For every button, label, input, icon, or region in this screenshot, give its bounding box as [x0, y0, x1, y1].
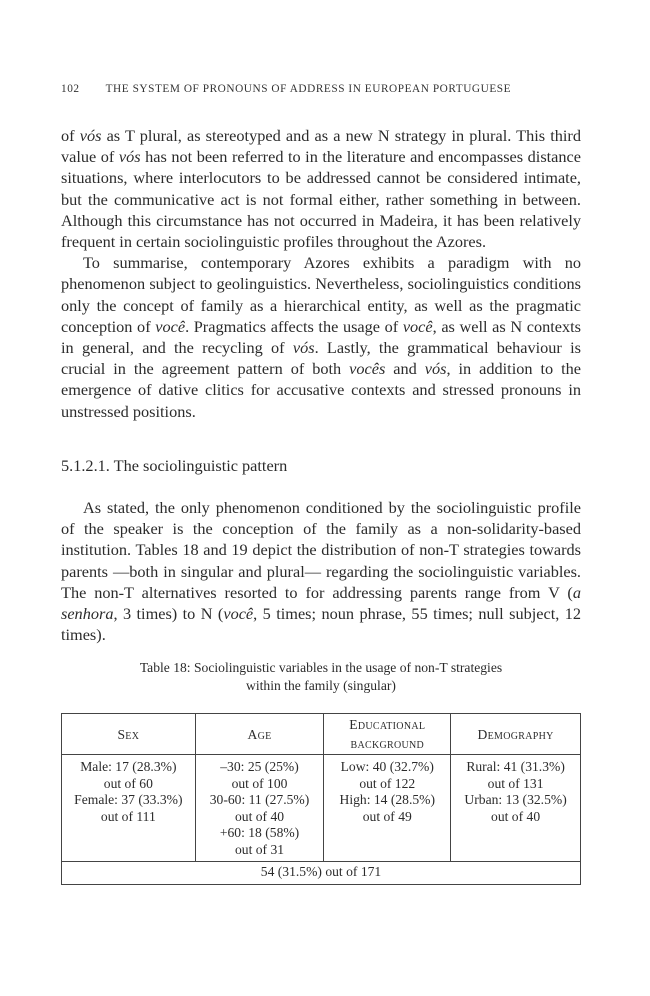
- header-age: Age: [195, 714, 324, 755]
- paragraph: As stated, the only phenomenon conditioned by the sociolinguistic profile of the speaker is the conception of the family as a non-solidarity-based institution. Tables 18 and 19 depict the distribution of non-T strategies towards parents —both in singular and plural— regarding the sociolinguistic variables. The non-T alternatives resorted to for addressing parents range from V (a senhora, 3 times) to N (você, 5 times; noun phrase, 55 times; null subject, 12 times).: [61, 498, 581, 645]
- header-demography: Demography: [451, 714, 581, 755]
- table-header-row: [62, 714, 581, 755]
- cell-total: 54 (31.5%) out of 171: [62, 862, 581, 885]
- header-education: Educational background: [324, 714, 451, 755]
- data-table: [61, 713, 581, 885]
- header-sex: Sex: [62, 714, 196, 755]
- cell-demography: Rural: 41 (31.3%) out of 131 Urban: 13 (32.5%) out of 40: [451, 755, 581, 862]
- body-text-section: [61, 497, 581, 645]
- page-number: 102: [61, 83, 80, 95]
- cell-sex: Male: 17 (28.3%) out of 60 Female: 37 (33.3%) out of 111: [62, 755, 196, 862]
- running-header: [61, 83, 590, 95]
- table-total-row: [62, 862, 581, 885]
- body-text-top: [61, 125, 581, 422]
- section-heading: 5.1.2.1. The sociolinguistic pattern: [61, 456, 288, 475]
- paragraph: of vós as T plural, as stereotyped and as a new N strategy in plural. This third value of vós has not been referred to in the literature and encompasses distance situations, where interlocutors to be addressed cannot be considered intimate, but the communicative act is not formal either, rather something in between. Although this circumstance has not occurred in Madeira, it has been relatively frequent in certain sociolinguistic profiles throughout the Azores.: [61, 126, 581, 252]
- table-caption: Table 18: Sociolinguistic variables in the usage of non-T strategies within the family (singular): [139, 660, 503, 693]
- table-row: [62, 755, 581, 862]
- paragraph: To summarise, contemporary Azores exhibits a paradigm with no phenomenon subject to geolinguistics. Nevertheless, sociolinguistics conditions only the concept of family as a hierarchical entity, as well as the pragmatic conception of você. Pragmatics affects the usage of você, as well as N contexts in general, and the recycling of vós. Lastly, the grammatical behaviour is crucial in the agreement pattern of both vocês and vós, in addition to the emergence of dative clitics for accusative contexts and stressed pronouns in unstressed positions.: [61, 253, 581, 421]
- cell-age: –30: 25 (25%) out of 100 30-60: 11 (27.5%) out of 40 +60: 18 (58%) out of 31: [195, 755, 324, 862]
- running-title: THE SYSTEM OF PRONOUNS OF ADDRESS IN EUROPEAN PORTUGUESE: [105, 83, 512, 95]
- cell-education: Low: 40 (32.7%) out of 122 High: 14 (28.5%) out of 49: [324, 755, 451, 862]
